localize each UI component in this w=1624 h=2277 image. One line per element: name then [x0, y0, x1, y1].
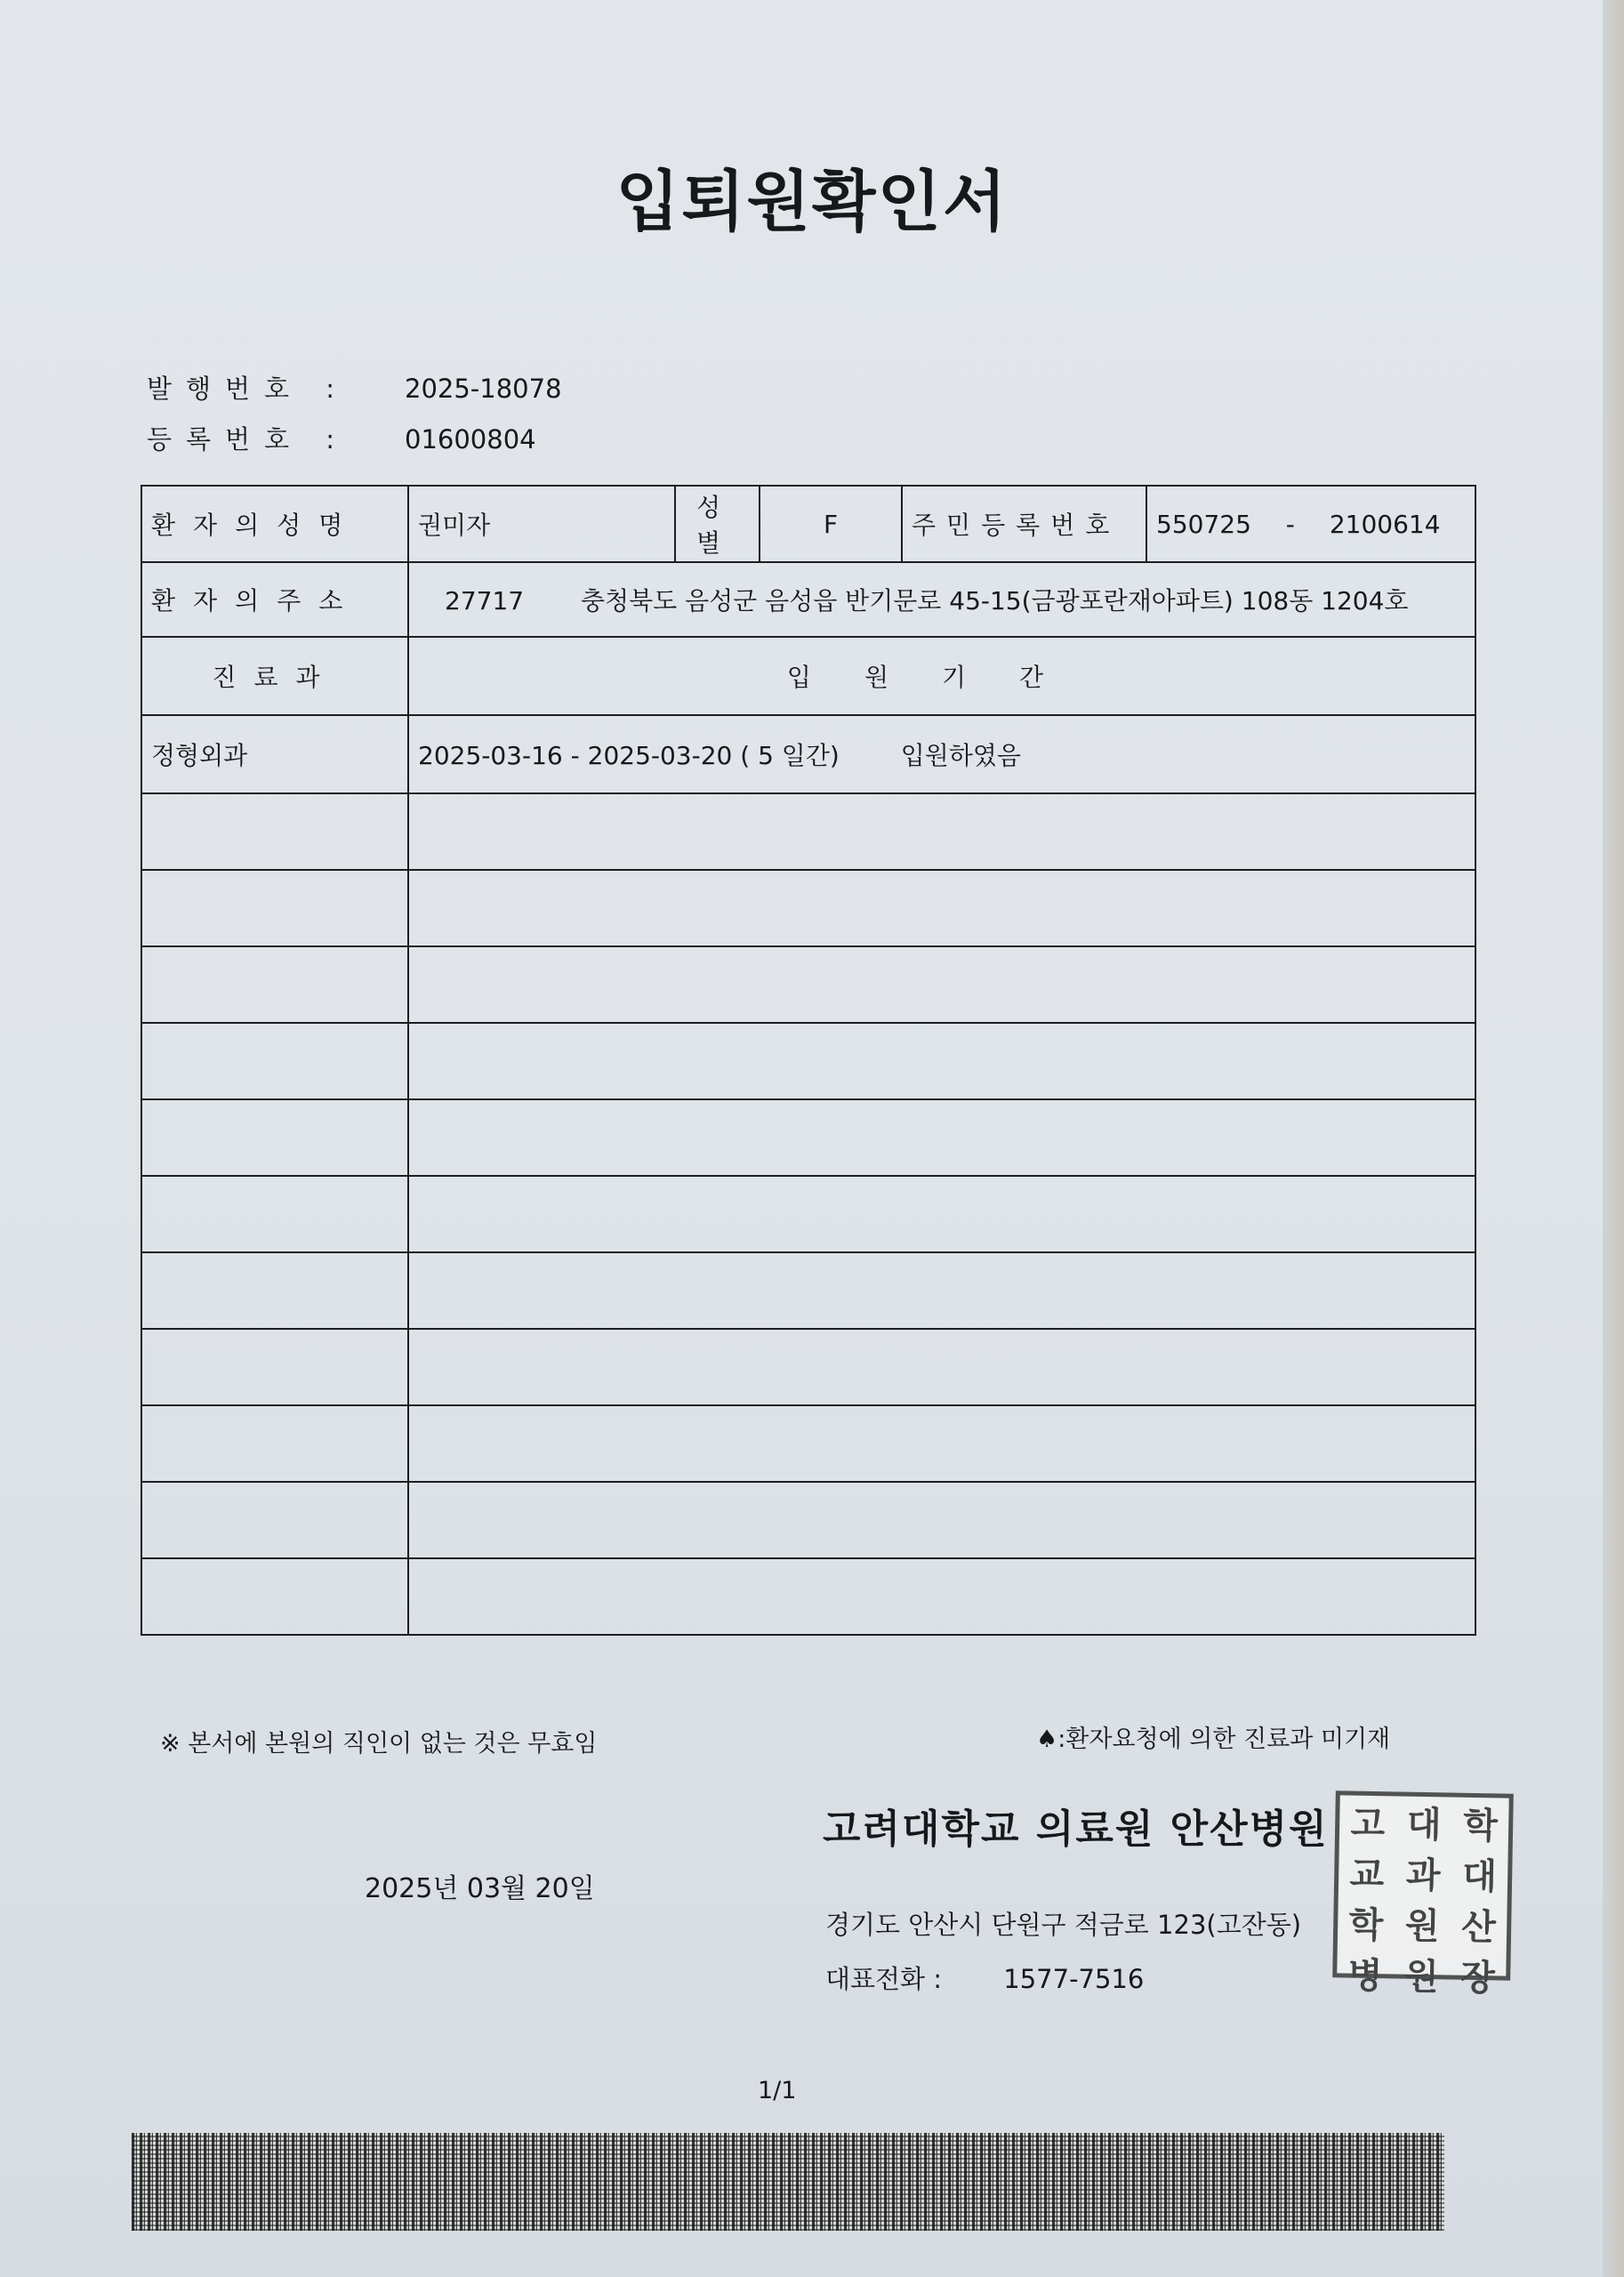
issue-number-value: 2025-18078	[405, 374, 562, 404]
period-header: 입원기간	[408, 637, 1475, 715]
issue-number-label: 발행번호 :	[147, 374, 350, 404]
dept-header: 진료과	[141, 637, 408, 715]
hospital-seal: 고 대 학 교 과 대 학 원 산 병 원 장	[1332, 1790, 1514, 1980]
patient-address-label: 환자의주소	[141, 562, 408, 637]
record-period-cell	[408, 715, 1475, 793]
rrn-front: 550725	[1156, 509, 1251, 539]
table-row	[141, 1252, 1475, 1329]
table-row	[141, 1329, 1475, 1405]
document-barcode	[132, 2133, 1444, 2231]
record-status: 입원하였음	[900, 741, 1021, 770]
hospital-name: 고려대학교 의료원 안산병원	[823, 1806, 1329, 1852]
table-row	[141, 1176, 1475, 1252]
table-row	[141, 870, 1475, 946]
table-row	[141, 1023, 1475, 1099]
issue-date: 2025년 03월 20일	[365, 1873, 595, 1904]
hospital-address: 경기도 안산시 단원구 적금로 123(고잔동)	[825, 1910, 1302, 1940]
paper-edge	[1603, 0, 1624, 2277]
table-row	[141, 793, 1475, 870]
admission-table	[141, 485, 1476, 1636]
document-title: 입퇴원확인서	[615, 164, 1009, 240]
address-text: 충청북도 음성군 음성읍 반기문로 45-15(금광포란재아파트) 108동 1204호	[580, 586, 1409, 616]
hospital-phone-row	[825, 1959, 1144, 1996]
record-dept: 정형외과	[141, 715, 408, 793]
patient-name-row	[141, 486, 1475, 562]
rrn-value	[1146, 486, 1475, 562]
patient-name: 권미자	[408, 486, 675, 562]
validity-note: ※ 본서에 본원의 직인이 없는 것은 무효임	[160, 1730, 598, 1758]
patient-name-label: 환자의성명	[141, 486, 408, 562]
dept-omission-note: ♠:환자요청에 의한 진료과 미기재	[1036, 1726, 1391, 1753]
sex-label: 성별	[675, 486, 760, 562]
page-number: 1/1	[758, 2077, 797, 2104]
table-row	[141, 1405, 1475, 1482]
sex-value: F	[760, 486, 902, 562]
patient-address-row	[141, 562, 1475, 637]
rrn-dash: -	[1285, 509, 1295, 539]
table-row	[141, 946, 1475, 1023]
issue-number-row	[147, 369, 562, 406]
rrn-back: 2100614	[1329, 509, 1441, 539]
registration-number-value: 01600804	[405, 424, 536, 455]
table-row	[141, 715, 1475, 793]
phone-value: 1577-7516	[1003, 1964, 1145, 1994]
rrn-label: 주민등록번호	[902, 486, 1146, 562]
phone-label: 대표전화 :	[825, 1964, 943, 1994]
table-row	[141, 1099, 1475, 1176]
table-header-row	[141, 637, 1475, 715]
zip-code: 27717	[445, 586, 525, 616]
table-row	[141, 1482, 1475, 1558]
table-row	[141, 1558, 1475, 1635]
registration-number-label: 등록번호 :	[147, 424, 350, 455]
patient-address	[408, 562, 1475, 637]
record-period: 2025-03-16 - 2025-03-20 ( 5 일간)	[418, 741, 840, 770]
registration-number-row	[147, 420, 536, 456]
